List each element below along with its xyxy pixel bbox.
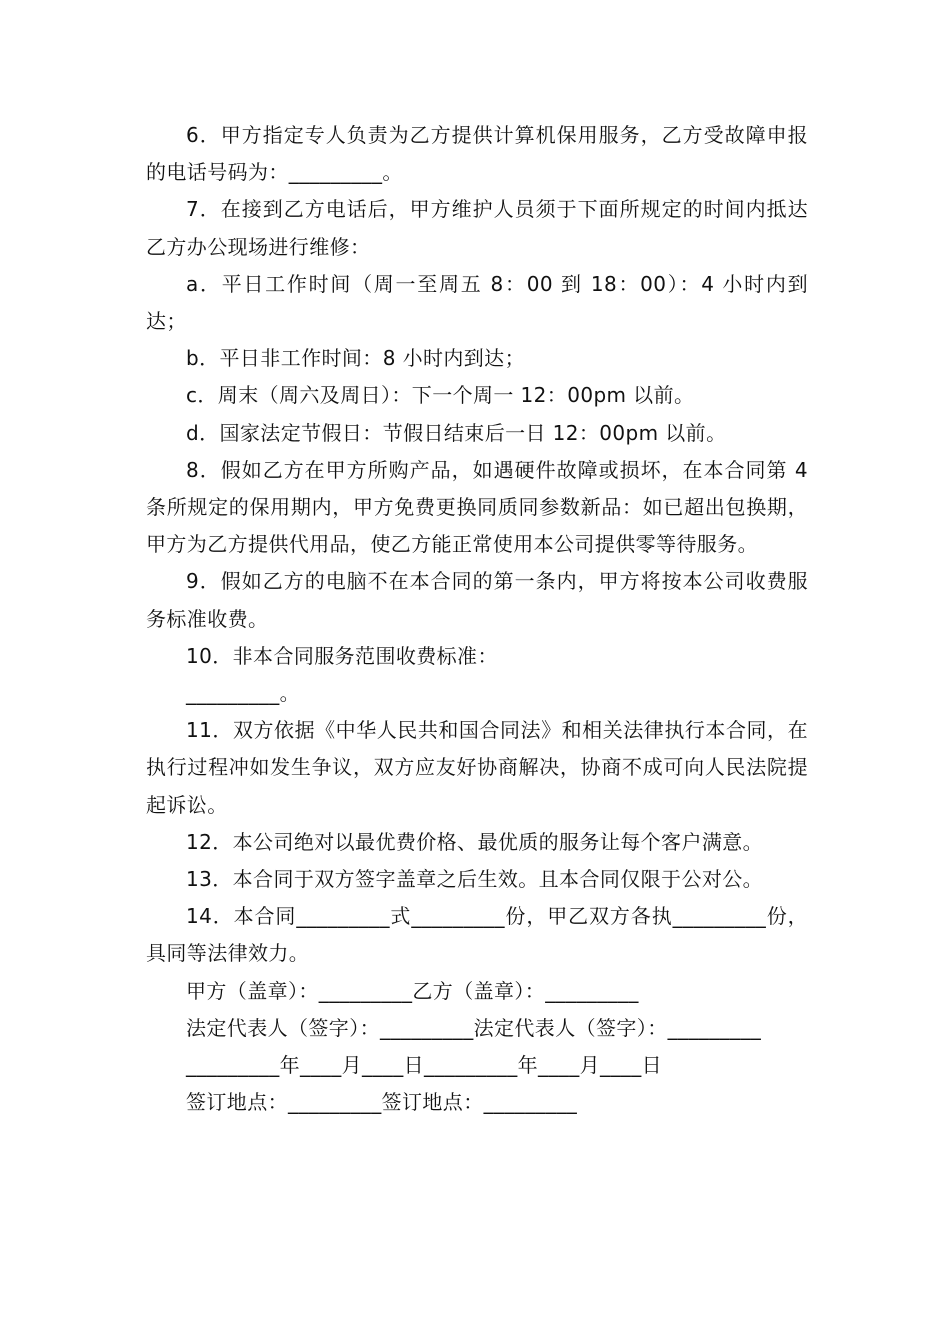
- clause-14: 14．本合同_________式_________份，甲乙双方各执_________份，具同等法律效力。: [146, 904, 808, 966]
- clause-8: 8．假如乙方在甲方所购产品，如遇硬件故障或损坏，在本合同第 4 条所规定的保用期内，甲方免费更换同质同参数新品：如已超出包换期，甲方为乙方提供代用品，使乙方能正常使用本公司提供零等待服务。: [146, 457, 815, 557]
- clause-7: 7．在接到乙方电话后，甲方维护人员须于下面所规定的时间内抵达乙方办公现场进行维修：: [146, 197, 808, 259]
- clause-10: 10．非本合同服务范围收费标准：: [186, 643, 498, 668]
- clause-7d: d．国家法定节假日：节假日结束后一日 12：00pm 以前。: [186, 420, 727, 445]
- clause-9: 9．假如乙方的电脑不在本合同的第一条内，甲方将按本公司收费服务标准收费。: [146, 569, 808, 631]
- clause-11: 11．双方依据《中华人民共和国合同法》和相关法律执行本合同，在执行过程冲如发生争议，双方应友好协商解决，协商不成可向人民法院提起诉讼。: [146, 718, 808, 817]
- representative-signature-line: 法定代表人（签字）：_________法定代表人（签字）：_________: [186, 1015, 762, 1040]
- clause-13: 13．本合同于双方签字盖章之后生效。且本合同仅限于公对公。: [186, 867, 764, 892]
- date-line: _________年____月____日_________年____月____日: [186, 1053, 662, 1078]
- clause-7b: b．平日非工作时间：8 小时内到达；: [186, 346, 525, 371]
- clause-7a: a．平日工作时间（周一至周五 8：00 到 18：00）：4 小时内到达；: [146, 271, 808, 334]
- clause-10-blank: _________。: [186, 681, 300, 706]
- contract-body: [146, 117, 815, 1121]
- clause-7c: c．周末（周六及周日）：下一个周一 12：00pm 以前。: [186, 383, 695, 408]
- seal-line: 甲方（盖章）：_________乙方（盖章）：_________: [186, 978, 639, 1003]
- signing-location-line: 签订地点：_________签订地点：_________: [186, 1090, 578, 1115]
- clause-6: 6．甲方指定专人负责为乙方提供计算机保用服务，乙方受故障申报的电话号码为：_________。: [146, 123, 808, 185]
- clause-12: 12．本公司绝对以最优费价格、最优质的服务让每个客户满意。: [186, 829, 764, 854]
